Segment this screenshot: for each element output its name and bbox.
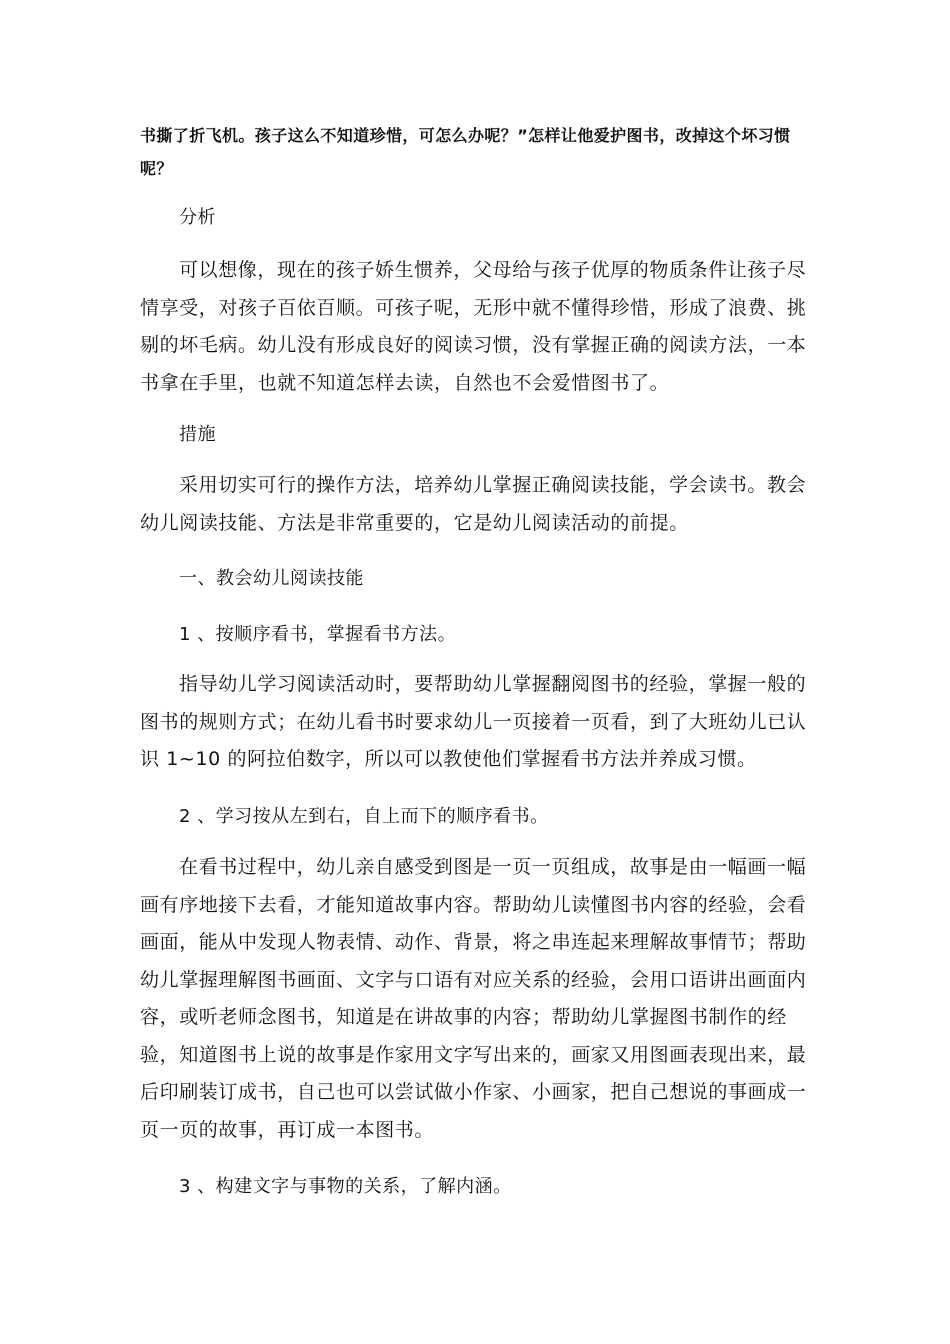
section-one-heading: 一、教会幼儿阅读技能 — [179, 568, 364, 589]
item-1-title: 1 、按顺序看书，掌握看书方法。 — [179, 624, 457, 645]
item-3-title: 3 、构建文字与事物的关系，了解内涵。 — [179, 1176, 512, 1197]
item-2-paragraph: 在看书过程中，幼儿亲自感受到图是一页一页组成，故事是由一幅画一幅画有序地接下去看，才能知道故事内容。帮助幼儿读懂图书内容的经验，会看画面，能从中发现人物表情、动作、背景，将之串连起来理解故事情节；帮助幼儿掌握理解图书画面、文字与口语有对应关系的经验，会用口语讲出画面内容，或听老师念图书，知道是在讲故事的内容；帮助幼儿掌握图书制作的经验，知道图书上说的故事是作家用文字写出来的，画家又用图画表现出来，最后印刷装订成书，自己也可以尝试做小作家、小画家，把自己想说的事画成一页一页的故事，再订成一本图书。 — [140, 856, 807, 1141]
item-2-title: 2 、学习按从左到右，自上而下的顺序看书。 — [179, 806, 549, 827]
item-1-paragraph: 指导幼儿学习阅读活动时，要帮助幼儿掌握翻阅图书的经验，掌握一般的图书的规则方式；在幼儿看书时要求幼儿一页接着一页看，到了大班幼儿已认识 1~10 的阿拉伯数字，所以可以教使他们掌握看书方法并养成习惯。 — [140, 673, 807, 770]
heading-measures: 措施 — [179, 424, 216, 445]
analysis-paragraph: 可以想像，现在的孩子娇生惯养，父母给与孩子优厚的物质条件让孩子尽情享受，对孩子百依百顺。可孩子呢，无形中就不懂得珍惜，形成了浪费、挑剔的坏毛病。幼儿没有形成良好的阅读习惯，没有掌握正确的阅读方法，一本书拿在手里，也就不知道怎样去读，自然也不会爱惜图书了。 — [140, 259, 807, 394]
intro-paragraph: 书撕了折飞机。孩子这么不知道珍惜，可怎么办呢？”怎样让他爱护图书，改掉这个坏习惯呢？ — [140, 126, 791, 178]
heading-analysis: 分析 — [179, 207, 216, 228]
measures-paragraph: 采用切实可行的操作方法，培养幼儿掌握正确阅读技能，学会读书。教会幼儿阅读技能、方法是非常重要的，它是幼儿阅读活动的前提。 — [140, 474, 807, 534]
